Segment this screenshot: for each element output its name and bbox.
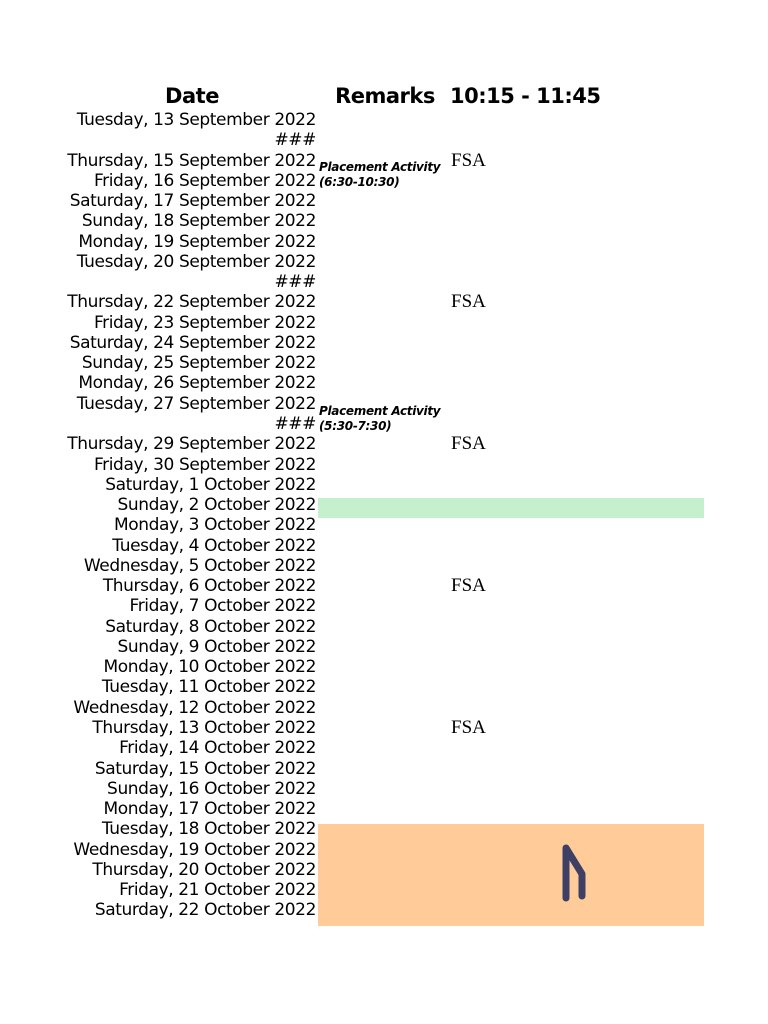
date-cell: ### (274, 272, 316, 293)
time-slot-cell: FSA (451, 149, 486, 171)
table-row (0, 110, 768, 130)
date-column-header: Date (165, 84, 219, 108)
date-cell: Saturday, 15 October 2022 (94, 758, 316, 779)
date-cell: Sunday, 16 October 2022 (107, 778, 316, 799)
date-cell: Sunday, 18 September 2022 (81, 211, 316, 232)
table-row (0, 596, 768, 616)
date-cell: Thursday, 13 October 2022 (92, 717, 316, 738)
remark-label: Placement Activity (319, 404, 441, 418)
date-cell: Thursday, 29 September 2022 (67, 434, 316, 455)
remark-label: Placement Activity (319, 160, 441, 174)
table-row (0, 799, 768, 819)
date-cell: Thursday, 15 September 2022 (67, 150, 316, 171)
table-row (0, 211, 768, 231)
date-rows (0, 110, 768, 921)
date-cell: Sunday, 25 September 2022 (81, 353, 316, 374)
date-cell: Friday, 30 September 2022 (94, 454, 316, 475)
table-row (0, 617, 768, 637)
date-cell: Saturday, 1 October 2022 (105, 474, 316, 495)
table-row (0, 495, 768, 515)
date-cell: Thursday, 22 September 2022 (67, 292, 316, 313)
date-cell: ### (274, 413, 316, 434)
table-row (0, 657, 768, 677)
date-cell: Tuesday, 27 September 2022 (76, 393, 316, 414)
table-row (0, 313, 768, 333)
table-row (0, 130, 768, 150)
date-cell: Saturday, 22 October 2022 (94, 900, 316, 921)
date-cell: Friday, 14 October 2022 (119, 738, 316, 759)
date-cell: Wednesday, 12 October 2022 (73, 697, 316, 718)
table-row (0, 840, 768, 860)
table-row (0, 191, 768, 211)
remark-time: (5:30-7:30) (319, 419, 392, 433)
date-cell: Tuesday, 13 September 2022 (76, 110, 316, 130)
table-row (0, 536, 768, 556)
time-slot-cell: FSA (451, 291, 486, 313)
table-row (0, 576, 768, 596)
table-row (0, 900, 768, 920)
time-slot-column-header: 10:15 - 11:45 (450, 84, 601, 104)
date-cell: Monday, 26 September 2022 (78, 373, 316, 394)
date-cell: Saturday, 8 October 2022 (105, 616, 316, 637)
table-row (0, 353, 768, 373)
date-cell: Wednesday, 5 October 2022 (83, 555, 316, 576)
time-slot-cell: FSA (451, 575, 486, 597)
date-cell: Friday, 7 October 2022 (129, 596, 316, 617)
date-cell: Monday, 17 October 2022 (103, 799, 316, 820)
remarks-column-header: Remarks (335, 84, 435, 108)
date-cell: Thursday, 20 October 2022 (92, 859, 316, 880)
date-cell: Saturday, 24 September 2022 (69, 332, 316, 353)
date-cell: Tuesday, 11 October 2022 (101, 677, 316, 698)
table-row (0, 637, 768, 657)
date-cell: Friday, 16 September 2022 (94, 170, 316, 191)
date-cell: Saturday, 17 September 2022 (69, 191, 316, 212)
date-cell: Monday, 3 October 2022 (113, 515, 316, 536)
table-row (0, 475, 768, 495)
date-cell: Thursday, 6 October 2022 (102, 576, 316, 597)
table-row (0, 434, 768, 454)
date-cell: Wednesday, 19 October 2022 (73, 839, 316, 860)
table-row (0, 515, 768, 535)
date-cell: Friday, 21 October 2022 (119, 880, 316, 901)
time-slot-cell: FSA (451, 433, 486, 455)
table-row (0, 880, 768, 900)
table-row (0, 252, 768, 272)
table-row (0, 738, 768, 758)
table-row (0, 455, 768, 475)
date-cell: Tuesday, 18 October 2022 (101, 819, 316, 840)
table-row (0, 860, 768, 880)
remark-placement-activity-2 (319, 404, 440, 434)
date-cell: Monday, 10 October 2022 (103, 657, 316, 678)
time-slot-cell: FSA (451, 716, 486, 738)
table-row (0, 779, 768, 799)
remark-time: (6:30-10:30) (319, 175, 400, 189)
table-row (0, 333, 768, 353)
table-row (0, 292, 768, 312)
date-cell: Tuesday, 20 September 2022 (76, 251, 316, 272)
table-row (0, 759, 768, 779)
table-row (0, 698, 768, 718)
date-cell: Friday, 23 September 2022 (94, 312, 316, 333)
table-row (0, 718, 768, 738)
date-cell: Sunday, 9 October 2022 (117, 636, 316, 657)
date-cell: Monday, 19 September 2022 (78, 231, 316, 252)
table-row (0, 677, 768, 697)
date-cell: Tuesday, 4 October 2022 (112, 535, 316, 556)
table-row (0, 556, 768, 576)
table-row (0, 819, 768, 839)
remark-placement-activity-1 (319, 160, 440, 190)
date-cell: Sunday, 2 October 2022 (117, 495, 316, 516)
table-row (0, 373, 768, 393)
date-cell: ### (274, 130, 316, 151)
table-row (0, 272, 768, 292)
table-row (0, 232, 768, 252)
